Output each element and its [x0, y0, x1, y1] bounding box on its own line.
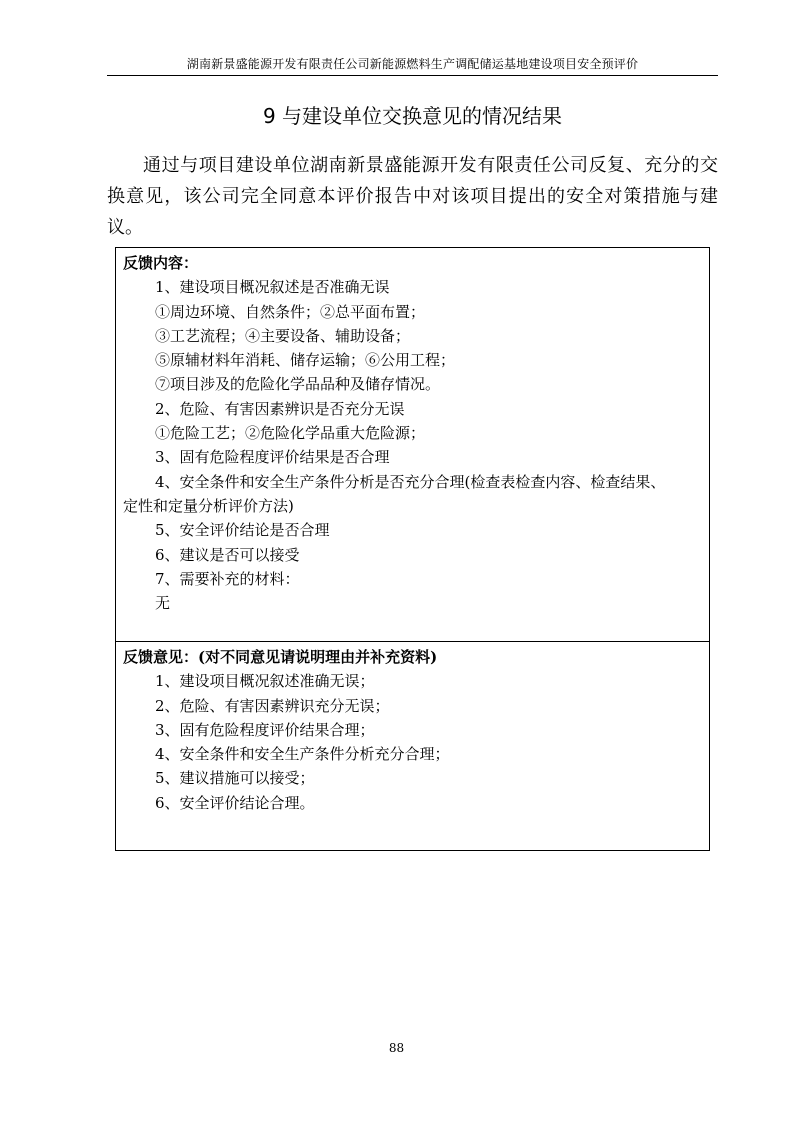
content-line: 7、需要补充的材料：	[155, 569, 300, 588]
feedback-opinion-row	[116, 642, 710, 851]
content-line: 2、危险、有害因素辨识是否充分无误	[155, 399, 405, 418]
content-line: ③工艺流程；④主要设备、辅助设备；	[155, 326, 411, 345]
opinion-line: 1、建设项目概况叙述准确无误；	[155, 672, 375, 691]
opinion-line: 6、安全评价结论合理。	[155, 793, 315, 812]
feedback-table	[115, 247, 710, 851]
opinion-line: 2、危险、有害因素辨识充分无误；	[155, 696, 390, 715]
feedback-content-row	[116, 248, 710, 642]
feedback-content-cell	[116, 248, 710, 642]
intro-paragraph: 通过与项目建设单位湖南新景盛能源开发有限责任公司反复、充分的交换意见，该公司完全同意本评价报告中对该项目提出的安全对策措施与建议。	[107, 155, 718, 238]
page-number: 88	[388, 1041, 405, 1055]
content-line: 6、建议是否可以接受	[155, 545, 300, 564]
running-header: 湖南新景盛能源开发有限责任公司新能源燃料生产调配储运基地建设项目安全预评价	[186, 57, 639, 71]
opinion-line: 3、固有危险程度评价结果合理；	[155, 720, 375, 739]
content-line: ①危险工艺；②危险化学品重大危险源；	[155, 424, 426, 443]
content-line: ⑤原辅材料年消耗、储存运输；⑥公用工程；	[155, 351, 456, 370]
content-line: ①周边环境、自然条件；②总平面布置；	[155, 302, 426, 321]
content-line: 3、固有危险程度评价结果是否合理	[155, 448, 390, 467]
content-line-item4: 4、安全条件和安全生产条件分析是否充分合理(检查表检查内容、检查结果、	[155, 472, 666, 491]
feedback-opinion-cell	[116, 642, 710, 851]
section-title: 9 与建设单位交换意见的情况结果	[262, 104, 563, 128]
header-rule	[107, 75, 718, 76]
feedback-content-heading: 反馈内容：	[123, 254, 199, 272]
content-line: 无	[155, 594, 171, 613]
opinion-line: 5、建议措施可以接受；	[155, 769, 315, 788]
content-line: 5、安全评价结论是否合理	[155, 521, 330, 540]
content-line: 1、建设项目概况叙述是否准确无误	[155, 278, 390, 297]
feedback-opinion-heading: 反馈意见：(对不同意见请说明理由并补充资料)	[123, 648, 438, 666]
opinion-line: 4、安全条件和安全生产条件分析充分合理；	[155, 745, 450, 764]
content-line: ⑦项目涉及的危险化学品品种及储存情况。	[155, 375, 441, 394]
content-line-item4-continued: 定性和定量分析评价方法)	[123, 496, 294, 515]
